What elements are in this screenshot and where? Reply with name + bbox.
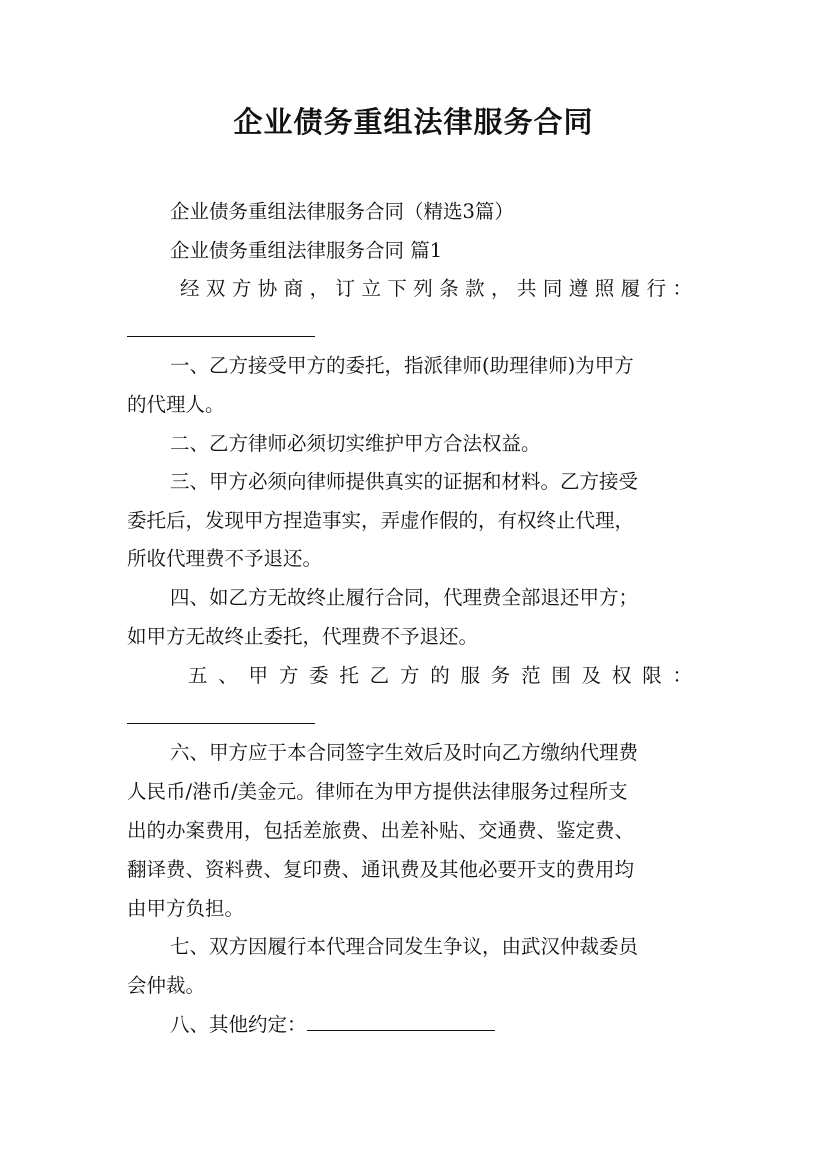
clause-3-line-1: 三、甲方必须向律师提供真实的证据和材料。乙方接受 (170, 470, 639, 493)
clause-1-line-1: 一、乙方接受甲方的委托，指派律师(助理律师)为甲方 (170, 354, 634, 377)
clause-7-line-2: 会仲裁。 (127, 974, 206, 997)
clause-7-line-1: 七、双方因履行本代理合同发生争议，由武汉仲裁委员 (170, 935, 639, 958)
clause-3-line-3: 所收代理费不予退还。 (127, 547, 323, 570)
clause-5-blank-line (127, 723, 315, 724)
clause-8-label: 八、其他约定： (170, 1013, 307, 1036)
clause-8-blank-line (307, 1012, 495, 1031)
clause-6-line-4: 翻译费、资料费、复印费、通讯费及其他必要开支的费用均 (127, 858, 635, 881)
clause-6-line-5: 由甲方负担。 (127, 897, 245, 920)
clause-8 (170, 1012, 755, 1038)
clause-4-line-1: 四、如乙方无故终止履行合同，代理费全部退还甲方； (170, 586, 639, 609)
intro-blank-line (127, 336, 315, 337)
document-subtitle: 企业债务重组法律服务合同（精选3篇） (170, 200, 514, 223)
clause-6-line-2: 人民币/港币/美金元。律师在为甲方提供法律服务过程所支 (127, 780, 628, 803)
clause-1-line-2: 的代理人。 (127, 393, 225, 416)
clause-4-line-2: 如甲方无故终止委托，代理费不予退还。 (127, 625, 479, 648)
part-heading: 企业债务重组法律服务合同 篇1 (170, 239, 443, 262)
clause-6-line-1: 六、甲方应于本合同签字生效后及时向乙方缴纳代理费 (170, 741, 639, 764)
clause-2: 二、乙方律师必须切实维护甲方合法权益。 (170, 432, 541, 455)
clause-3-line-2: 委托后，发现甲方捏造事实，弄虚作假的，有权终止代理， (127, 509, 635, 532)
intro-line: 经双方协商，订立下列条款，共同遵照履行： (180, 277, 692, 300)
document-title: 企业债务重组法律服务合同 (233, 105, 594, 139)
clause-6-line-3: 出的办案费用，包括差旅费、出差补贴、交通费、鉴定费、 (127, 819, 635, 842)
clause-5: 五、甲方委托乙方的服务范围及权限： (188, 664, 692, 687)
